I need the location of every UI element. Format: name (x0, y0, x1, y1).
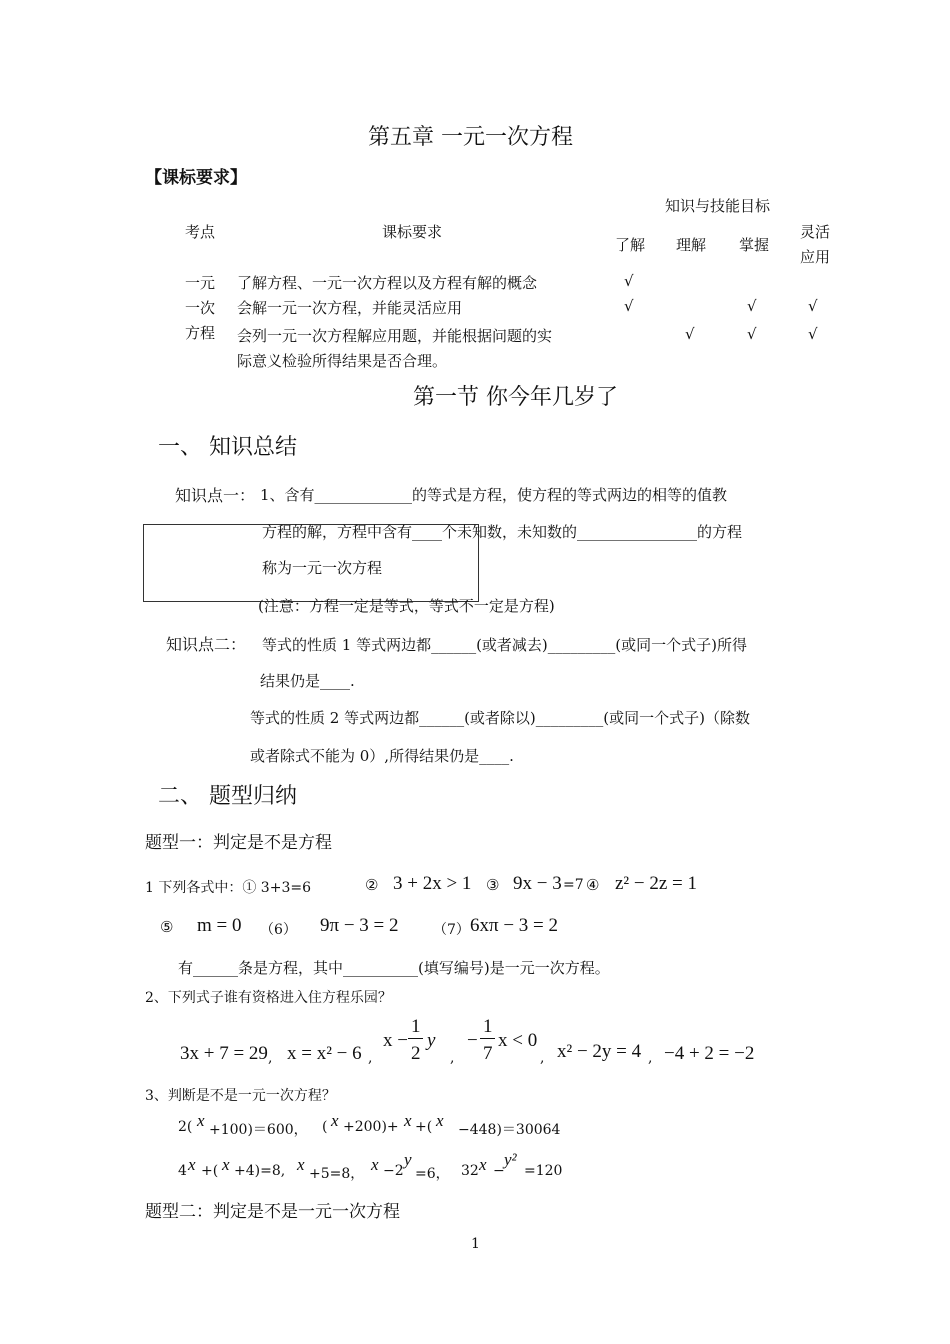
table-level-comprehend: 理解 (676, 236, 707, 254)
q3-expr: +5=8， (309, 1166, 365, 1182)
table-row-requirement: 会解一元一次方程，并能灵活应用 (237, 299, 463, 317)
table-level-flexible: 灵活 (800, 223, 831, 241)
check-mark: √ (747, 297, 757, 315)
q3-expr: +( (201, 1163, 219, 1179)
kp2-line2: 结果仍是____. (260, 672, 355, 690)
check-mark: √ (624, 297, 634, 315)
table-point-line: 一元 (185, 274, 216, 292)
q2-frac-den: 7 (483, 1043, 493, 1064)
kp1-line3: 称为一元一次方程 (262, 559, 383, 577)
q3-expr: =6， (415, 1166, 450, 1182)
kp2-line3: 等式的性质 2 等式两边都______(或者除以)_________(或同一个式子)（除数 (250, 709, 750, 727)
q2-expr: x² − 2y = 4 (557, 1041, 642, 1062)
table-col-requirement: 课标要求 (382, 223, 443, 241)
kp1-note: (注意：方程一定是等式，等式不一定是方程) (258, 597, 555, 615)
standards-heading: 【课标要求】 (145, 168, 247, 188)
type1-heading: 题型一：判定是不是方程 (145, 833, 332, 853)
table-level-master: 掌握 (739, 236, 770, 254)
kp2-line4: 或者除式不能为 0）,所得结果仍是____. (250, 747, 514, 765)
q2-expr: x < 0 (498, 1030, 538, 1051)
q2-text: 2、下列式子谁有资格进入住方程乐园？ (145, 990, 392, 1006)
q2-var: y (427, 1030, 436, 1051)
q2-expr: − (467, 1030, 478, 1051)
table-group-header: 知识与技能目标 (665, 197, 771, 215)
part2-heading: 二、 题型归纳 (158, 784, 297, 809)
kp1-label: 知识点一： (175, 486, 256, 505)
q2-frac-num: 1 (411, 1016, 421, 1037)
q3-var: y² (504, 1150, 517, 1169)
q1-marker: （7） (433, 922, 470, 938)
table-point-line: 方程 (185, 324, 216, 342)
q1-expr: 9π − 3 = 2 (320, 915, 399, 936)
q2-sep: , (648, 1050, 653, 1066)
q1-marker: （6） (260, 922, 297, 938)
table-level-apply: 应用 (800, 248, 831, 266)
q1-marker: ② (365, 876, 379, 894)
table-row-requirement-cont: 际意义检验所得结果是否合理。 (237, 352, 448, 370)
q2-expr: x − (383, 1030, 408, 1051)
table-col-point: 考点 (185, 223, 216, 241)
q3-var: y (404, 1150, 412, 1169)
q3-expr: =120 (524, 1163, 563, 1179)
q1-expr: 6xπ − 3 = 2 (470, 915, 559, 936)
table-row-requirement: 了解方程、一元一次方程以及方程有解的概念 (237, 274, 538, 292)
q3-expr: − (493, 1163, 505, 1179)
kp1-line1: 1、含有_____________的等式是方程，使方程的等式两边的相等的值教 (260, 486, 728, 504)
q3-var: x (404, 1111, 412, 1130)
q3-expr: −448)＝30064 (458, 1122, 561, 1138)
q1-prefix: 1 下列各式中：① 3+3=6 (145, 880, 311, 896)
q3-expr: ( (322, 1119, 328, 1135)
kp2-label: 知识点二： (166, 635, 247, 654)
q1-expr: z² − 2z = 1 (615, 873, 697, 894)
kp2-line1: 等式的性质 1 等式两边都______(或者减去)_________(或同一个式子)所得 (262, 636, 747, 654)
kp1-line2: 方程的解，方程中含有____个未知数，未知数的________________的方程 (262, 523, 743, 541)
q3-expr: +100)＝600， (209, 1122, 308, 1138)
chapter-title: 第五章 一元一次方程 (368, 125, 573, 150)
table-level-understand: 了解 (615, 236, 646, 254)
q3-var: x (222, 1155, 230, 1174)
q1-expr: m = 0 (197, 915, 242, 936)
q3-var: x (331, 1111, 339, 1130)
q1-expr-tail: =7 (563, 877, 584, 893)
q2-frac-num: 1 (483, 1016, 493, 1037)
q2-sep: , (268, 1050, 273, 1066)
q3-expr: +200)+ (343, 1119, 399, 1135)
type2-heading: 题型二：判定是不是一元一次方程 (145, 1202, 400, 1222)
q2-frac-den: 2 (411, 1043, 421, 1064)
q2-sep: , (368, 1050, 373, 1066)
q1-marker: ③ (486, 876, 500, 894)
q1-expr: 3 + 2x > 1 (393, 873, 472, 894)
page-number: 1 (471, 1236, 480, 1252)
table-point-line: 一次 (185, 299, 216, 317)
q3-var: x (188, 1155, 196, 1174)
q1-fill: 有______条是方程，其中__________(填写编号)是一元一次方程。 (178, 959, 610, 977)
q1-marker: ⑤ (160, 918, 174, 936)
q3-expr: 32 (461, 1163, 479, 1179)
q3-text: 3、判断是不是一元一次方程？ (145, 1088, 336, 1104)
q3-expr: 4 (178, 1163, 187, 1179)
q3-var: x (197, 1111, 205, 1130)
section-title: 第一节 你今年几岁了 (413, 385, 618, 410)
q1-expr: 9x − 3 (513, 873, 562, 894)
q2-expr: −4 + 2 = −2 (664, 1043, 755, 1064)
fraction-bar (480, 1038, 495, 1039)
q3-expr: 2( (178, 1119, 193, 1135)
q2-expr: x = x² − 6 (287, 1043, 362, 1064)
check-mark: √ (685, 325, 695, 343)
fraction-bar (408, 1038, 423, 1039)
q2-sep: , (540, 1050, 545, 1066)
table-row-requirement: 会列一元一次方程解应用题，并能根据问题的实 (237, 327, 553, 345)
q2-sep: , (450, 1050, 455, 1066)
check-mark: √ (808, 297, 818, 315)
q3-var: x (479, 1155, 487, 1174)
q3-var: x (297, 1155, 305, 1174)
q3-var: x (371, 1155, 379, 1174)
q3-var: x (436, 1111, 444, 1130)
check-mark: √ (624, 272, 634, 290)
q3-expr: +4)=8, (234, 1163, 286, 1179)
q3-expr: −2 (383, 1163, 404, 1179)
q1-marker: ④ (586, 876, 600, 894)
q2-expr: 3x + 7 = 29 (180, 1043, 268, 1064)
check-mark: √ (747, 325, 757, 343)
part1-heading: 一、 知识总结 (158, 435, 297, 460)
check-mark: √ (808, 325, 818, 343)
q3-expr: +( (415, 1119, 433, 1135)
